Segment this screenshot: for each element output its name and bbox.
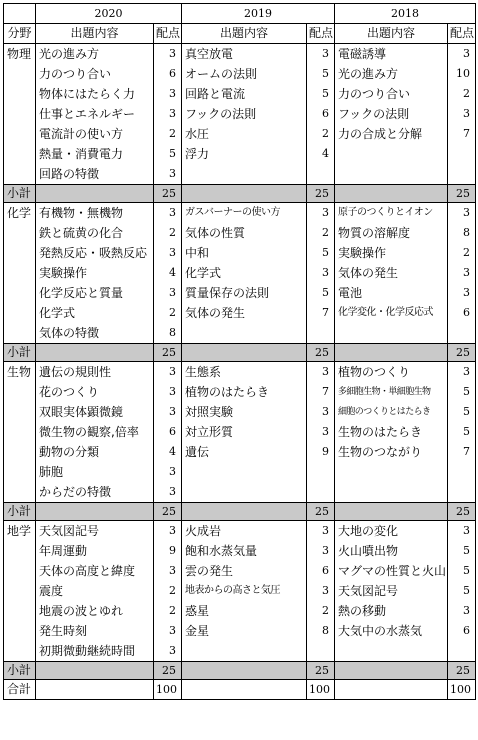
points-cell: [448, 641, 476, 662]
points-cell: [448, 164, 476, 185]
category-header: 分野: [4, 24, 36, 44]
table-row: [4, 362, 476, 383]
total-spacer: [335, 680, 448, 700]
points-cell: 3: [448, 521, 476, 542]
content-cell: [335, 641, 448, 662]
table-row: [4, 422, 476, 442]
points-cell: 2: [307, 601, 335, 621]
points-cell: 5: [307, 84, 335, 104]
content-cell: 初期微動継続時間: [36, 641, 154, 662]
table-body: [4, 4, 476, 700]
content-cell: 力の合成と分解: [335, 124, 448, 144]
content-cell: 真空放電: [182, 44, 307, 65]
points-cell: 6: [448, 621, 476, 641]
subtotal-value: 25: [154, 344, 182, 362]
table-row: [4, 203, 476, 224]
content-cell: 水圧: [182, 124, 307, 144]
points-cell: 10: [448, 64, 476, 84]
points-cell: 3: [154, 641, 182, 662]
content-cell: 対照実験: [182, 402, 307, 422]
points-cell: 7: [448, 124, 476, 144]
points-cell: 3: [307, 44, 335, 65]
points-cell: 2: [307, 223, 335, 243]
points-cell: 2: [154, 581, 182, 601]
table-row: [4, 541, 476, 561]
table-row: [4, 263, 476, 283]
points-cell: 8: [154, 323, 182, 344]
subtotal-value: 25: [307, 662, 335, 680]
table-row: [4, 521, 476, 542]
points-cell: 5: [448, 541, 476, 561]
content-cell: 大気中の水蒸気: [335, 621, 448, 641]
points-cell: 3: [307, 263, 335, 283]
content-cell: 天気図記号: [36, 521, 154, 542]
content-cell: 惑星: [182, 601, 307, 621]
content-cell: 光の進み方: [335, 64, 448, 84]
subtotal-label: 小計: [4, 503, 36, 521]
subtotal-value: 25: [307, 503, 335, 521]
content-cell: 天気図記号: [335, 581, 448, 601]
points-cell: [307, 164, 335, 185]
points-cell: 3: [307, 541, 335, 561]
points-cell: 3: [154, 44, 182, 65]
content-header: 出題内容: [335, 24, 448, 44]
content-cell: 電流計の使い方: [36, 124, 154, 144]
content-cell: 中和: [182, 243, 307, 263]
points-cell: 3: [154, 164, 182, 185]
points-cell: 3: [307, 422, 335, 442]
content-cell: 鉄と硫黄の化合: [36, 223, 154, 243]
table-row: [4, 164, 476, 185]
content-cell: [182, 323, 307, 344]
points-cell: 3: [448, 203, 476, 224]
exam-content-table: [3, 3, 476, 700]
points-cell: 2: [448, 243, 476, 263]
points-cell: 7: [307, 382, 335, 402]
content-cell: 質量保存の法則: [182, 283, 307, 303]
content-cell: 震度: [36, 581, 154, 601]
table-row: [4, 64, 476, 84]
subtotal-spacer: [36, 503, 154, 521]
points-cell: 3: [307, 581, 335, 601]
points-cell: 2: [154, 223, 182, 243]
year-header: 2020: [36, 4, 182, 24]
content-cell: 気体の発生: [335, 263, 448, 283]
points-cell: 5: [154, 144, 182, 164]
subtotal-value: 25: [154, 185, 182, 203]
subtotal-spacer: [182, 344, 307, 362]
subtotal-spacer: [335, 344, 448, 362]
content-cell: 化学式: [182, 263, 307, 283]
content-cell: [335, 144, 448, 164]
table-row: [4, 462, 476, 482]
content-cell: 火成岩: [182, 521, 307, 542]
subtotal-label: 小計: [4, 185, 36, 203]
content-cell: 力のつり合い: [36, 64, 154, 84]
content-cell: 熱量・消費電力: [36, 144, 154, 164]
points-cell: 3: [154, 104, 182, 124]
subtotal-value: 25: [307, 185, 335, 203]
content-cell: からだの特徴: [36, 482, 154, 503]
content-cell: 細胞のつくりとはたらき: [335, 402, 448, 422]
points-cell: 3: [448, 283, 476, 303]
subtotal-spacer: [335, 662, 448, 680]
content-cell: 光の進み方: [36, 44, 154, 65]
points-cell: 4: [307, 144, 335, 164]
subtotal-value: 25: [448, 662, 476, 680]
points-cell: 4: [154, 263, 182, 283]
points-cell: 9: [307, 442, 335, 462]
content-cell: [335, 482, 448, 503]
points-cell: 5: [448, 402, 476, 422]
points-cell: [307, 462, 335, 482]
points-cell: 5: [307, 243, 335, 263]
points-cell: 3: [448, 601, 476, 621]
subtotal-value: 25: [307, 344, 335, 362]
content-cell: 気体の発生: [182, 303, 307, 323]
content-cell: ガスバーナーの使い方: [182, 203, 307, 224]
points-cell: 2: [307, 124, 335, 144]
subtotal-spacer: [182, 662, 307, 680]
content-cell: 地表からの高さと気圧: [182, 581, 307, 601]
table-row: [4, 303, 476, 323]
points-cell: 9: [154, 541, 182, 561]
subtotal-spacer: [36, 344, 154, 362]
points-cell: 2: [448, 84, 476, 104]
content-cell: 生態系: [182, 362, 307, 383]
content-cell: 浮力: [182, 144, 307, 164]
subtotal-row: [4, 185, 476, 203]
points-cell: 8: [307, 621, 335, 641]
total-row: [4, 680, 476, 700]
points-cell: 5: [448, 382, 476, 402]
content-cell: 原子のつくりとイオン: [335, 203, 448, 224]
year-header-row: [4, 4, 476, 24]
content-header: 出題内容: [36, 24, 154, 44]
content-cell: 回路と電流: [182, 84, 307, 104]
content-cell: 有機物・無機物: [36, 203, 154, 224]
category-label: 地学: [4, 521, 36, 662]
content-cell: 遺伝の規則性: [36, 362, 154, 383]
content-cell: 生物のはたらき: [335, 422, 448, 442]
category-label: 物理: [4, 44, 36, 185]
content-cell: 大地の変化: [335, 521, 448, 542]
points-cell: 3: [307, 521, 335, 542]
year-header: 2018: [335, 4, 476, 24]
header-blank-cell: [4, 4, 36, 24]
content-cell: 物質の溶解度: [335, 223, 448, 243]
content-cell: 天体の高度と緯度: [36, 561, 154, 581]
content-header: 出題内容: [182, 24, 307, 44]
points-header: 配点: [154, 24, 182, 44]
category-label: 化学: [4, 203, 36, 344]
content-cell: 花のつくり: [36, 382, 154, 402]
content-cell: 飽和水蒸気量: [182, 541, 307, 561]
points-cell: 3: [154, 482, 182, 503]
points-cell: 5: [448, 561, 476, 581]
subtotal-value: 25: [448, 503, 476, 521]
subtotal-spacer: [182, 503, 307, 521]
points-header: 配点: [448, 24, 476, 44]
content-cell: 化学式: [36, 303, 154, 323]
subtotal-label: 小計: [4, 344, 36, 362]
content-cell: フックの法則: [335, 104, 448, 124]
points-cell: 3: [154, 84, 182, 104]
content-cell: 肺胞: [36, 462, 154, 482]
content-cell: 発生時刻: [36, 621, 154, 641]
content-cell: 地震の波とゆれ: [36, 601, 154, 621]
column-header-row: [4, 24, 476, 44]
content-cell: 動物の分類: [36, 442, 154, 462]
table-row: [4, 144, 476, 164]
content-cell: 双眼実体顕微鏡: [36, 402, 154, 422]
subtotal-spacer: [335, 503, 448, 521]
points-cell: 3: [448, 44, 476, 65]
total-label: 合計: [4, 680, 36, 700]
content-cell: 気体の性質: [182, 223, 307, 243]
subtotal-value: 25: [154, 503, 182, 521]
table-row: [4, 621, 476, 641]
points-cell: 3: [154, 621, 182, 641]
points-cell: 5: [448, 422, 476, 442]
content-cell: [182, 482, 307, 503]
content-cell: [335, 462, 448, 482]
subtotal-spacer: [182, 185, 307, 203]
subtotal-value: 25: [154, 662, 182, 680]
table-row: [4, 442, 476, 462]
points-cell: [307, 323, 335, 344]
content-cell: 力のつり合い: [335, 84, 448, 104]
content-cell: 年周運動: [36, 541, 154, 561]
points-cell: 7: [448, 442, 476, 462]
content-cell: マグマの性質と火山: [335, 561, 448, 581]
points-cell: 6: [307, 104, 335, 124]
points-cell: 2: [154, 601, 182, 621]
content-cell: 実験操作: [36, 263, 154, 283]
points-cell: 5: [307, 64, 335, 84]
total-spacer: [36, 680, 154, 700]
points-cell: [448, 482, 476, 503]
points-cell: 8: [448, 223, 476, 243]
content-cell: 遺伝: [182, 442, 307, 462]
content-cell: オームの法則: [182, 64, 307, 84]
points-cell: [448, 144, 476, 164]
points-cell: 3: [154, 362, 182, 383]
table-row: [4, 561, 476, 581]
table-row: [4, 323, 476, 344]
points-cell: 5: [307, 283, 335, 303]
total-value: 100: [154, 680, 182, 700]
content-cell: 多細胞生物・単細胞生物: [335, 382, 448, 402]
points-cell: [448, 323, 476, 344]
table-row: [4, 382, 476, 402]
content-cell: フックの法則: [182, 104, 307, 124]
content-cell: 電磁誘導: [335, 44, 448, 65]
table-row: [4, 601, 476, 621]
table-row: [4, 223, 476, 243]
points-cell: 6: [154, 64, 182, 84]
points-header: 配点: [307, 24, 335, 44]
content-cell: 化学変化・化学反応式: [335, 303, 448, 323]
year-header: 2019: [182, 4, 335, 24]
subtotal-spacer: [36, 185, 154, 203]
content-cell: 回路の特徴: [36, 164, 154, 185]
points-cell: 3: [448, 362, 476, 383]
table-row: [4, 124, 476, 144]
table-row: [4, 482, 476, 503]
points-cell: 3: [154, 561, 182, 581]
subtotal-value: 25: [448, 344, 476, 362]
content-cell: 金星: [182, 621, 307, 641]
content-cell: [182, 164, 307, 185]
points-cell: 4: [154, 442, 182, 462]
subtotal-row: [4, 503, 476, 521]
content-cell: 生物のつながり: [335, 442, 448, 462]
points-cell: 3: [154, 402, 182, 422]
points-cell: 6: [448, 303, 476, 323]
content-cell: 対立形質: [182, 422, 307, 442]
points-cell: 3: [448, 263, 476, 283]
points-cell: 3: [448, 104, 476, 124]
points-cell: [307, 641, 335, 662]
category-label: 生物: [4, 362, 36, 503]
table-row: [4, 44, 476, 65]
table-row: [4, 84, 476, 104]
subtotal-row: [4, 344, 476, 362]
subtotal-label: 小計: [4, 662, 36, 680]
table-row: [4, 243, 476, 263]
table-row: [4, 402, 476, 422]
table-row: [4, 104, 476, 124]
content-cell: 発熱反応・吸熱反応: [36, 243, 154, 263]
points-cell: [307, 482, 335, 503]
content-cell: 気体の特徴: [36, 323, 154, 344]
points-cell: 7: [307, 303, 335, 323]
content-cell: 微生物の観察,倍率: [36, 422, 154, 442]
points-cell: 2: [154, 124, 182, 144]
subtotal-spacer: [335, 185, 448, 203]
content-cell: [335, 323, 448, 344]
points-cell: 3: [307, 362, 335, 383]
content-cell: 物体にはたらく力: [36, 84, 154, 104]
content-cell: [182, 462, 307, 482]
content-cell: 雲の発生: [182, 561, 307, 581]
points-cell: 3: [154, 382, 182, 402]
content-cell: 化学反応と質量: [36, 283, 154, 303]
content-cell: 植物のつくり: [335, 362, 448, 383]
points-cell: 3: [154, 283, 182, 303]
points-cell: 6: [307, 561, 335, 581]
points-cell: 3: [154, 243, 182, 263]
points-cell: 3: [154, 203, 182, 224]
points-cell: 3: [154, 521, 182, 542]
content-cell: 植物のはたらき: [182, 382, 307, 402]
subtotal-row: [4, 662, 476, 680]
subtotal-spacer: [36, 662, 154, 680]
total-value: 100: [448, 680, 476, 700]
total-value: 100: [307, 680, 335, 700]
points-cell: 3: [307, 203, 335, 224]
content-cell: [182, 641, 307, 662]
points-cell: [448, 462, 476, 482]
points-cell: 5: [448, 581, 476, 601]
content-cell: 火山噴出物: [335, 541, 448, 561]
points-cell: 3: [307, 402, 335, 422]
content-cell: 実験操作: [335, 243, 448, 263]
content-cell: 電池: [335, 283, 448, 303]
content-cell: 仕事とエネルギー: [36, 104, 154, 124]
table-row: [4, 641, 476, 662]
total-spacer: [182, 680, 307, 700]
subtotal-value: 25: [448, 185, 476, 203]
table-row: [4, 581, 476, 601]
points-cell: 2: [154, 303, 182, 323]
content-cell: [335, 164, 448, 185]
points-cell: 6: [154, 422, 182, 442]
points-cell: 3: [154, 462, 182, 482]
table-row: [4, 283, 476, 303]
content-cell: 熱の移動: [335, 601, 448, 621]
